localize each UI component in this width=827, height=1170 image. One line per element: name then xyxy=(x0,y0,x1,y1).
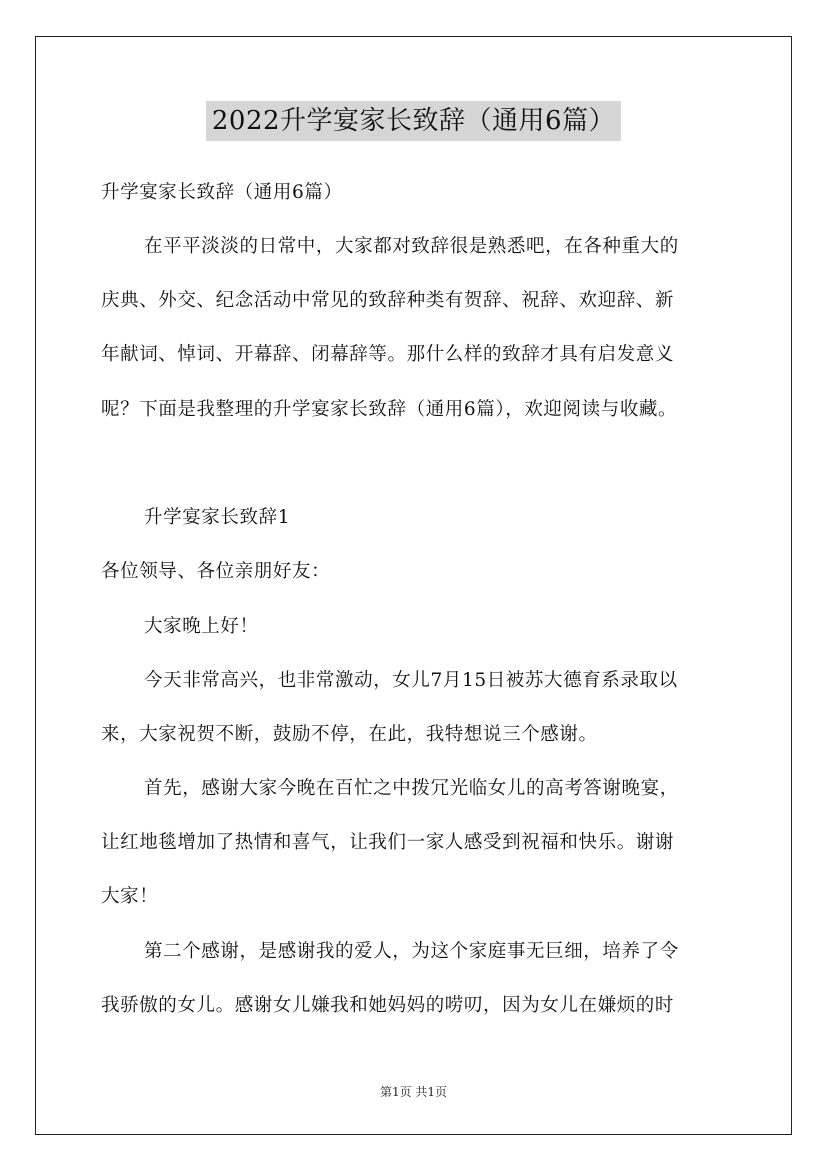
paragraph-line: 第二个感谢，是感谢我的爱人，为这个家庭事无巨细，培养了令 xyxy=(144,941,679,962)
paragraph-line: 我骄傲的女儿。感谢女儿嫌我和她妈妈的唠叨，因为女儿在嫌烦的时 xyxy=(101,995,675,1016)
subtitle-line: 升学宴家长致辞（通用6篇） xyxy=(101,182,343,203)
page-number: 第1页 共1页 xyxy=(379,1085,448,1099)
paragraph-line: 庆典、外交、纪念活动中常见的致辞种类有贺辞、祝辞、欢迎辞、新 xyxy=(101,290,675,311)
document-title: 2022升学宴家长致辞（通用6篇） xyxy=(206,101,621,141)
paragraph-line: 在平平淡淡的日常中，大家都对致辞很是熟悉吧，在各种重大的 xyxy=(144,236,679,257)
greeting-line: 大家晚上好！ xyxy=(144,616,259,637)
paragraph-line: 今天非常高兴，也非常激动，女儿7月15日被苏大德育系录取以 xyxy=(144,670,678,691)
paragraph-line: 来，大家祝贺不断，鼓励不停，在此，我特想说三个感谢。 xyxy=(101,724,598,745)
paragraph-line: 让红地毯增加了热情和喜气，让我们一家人感受到祝福和快乐。谢谢 xyxy=(101,832,675,853)
paragraph-line: 呢？下面是我整理的升学宴家长致辞（通用6篇），欢迎阅读与收藏。 xyxy=(101,399,678,420)
paragraph-line: 首先，感谢大家今晚在百忙之中拨冗光临女儿的高考答谢晚宴， xyxy=(144,778,679,799)
title-container xyxy=(0,101,827,141)
paragraph-line: 年献词、悼词、开幕辞、闭幕辞等。那什么样的致辞才具有启发意义 xyxy=(101,344,675,365)
salutation-line: 各位领导、各位亲朋好友： xyxy=(101,561,331,582)
section-heading: 升学宴家长致辞1 xyxy=(144,507,291,528)
paragraph-line: 大家！ xyxy=(101,886,159,907)
